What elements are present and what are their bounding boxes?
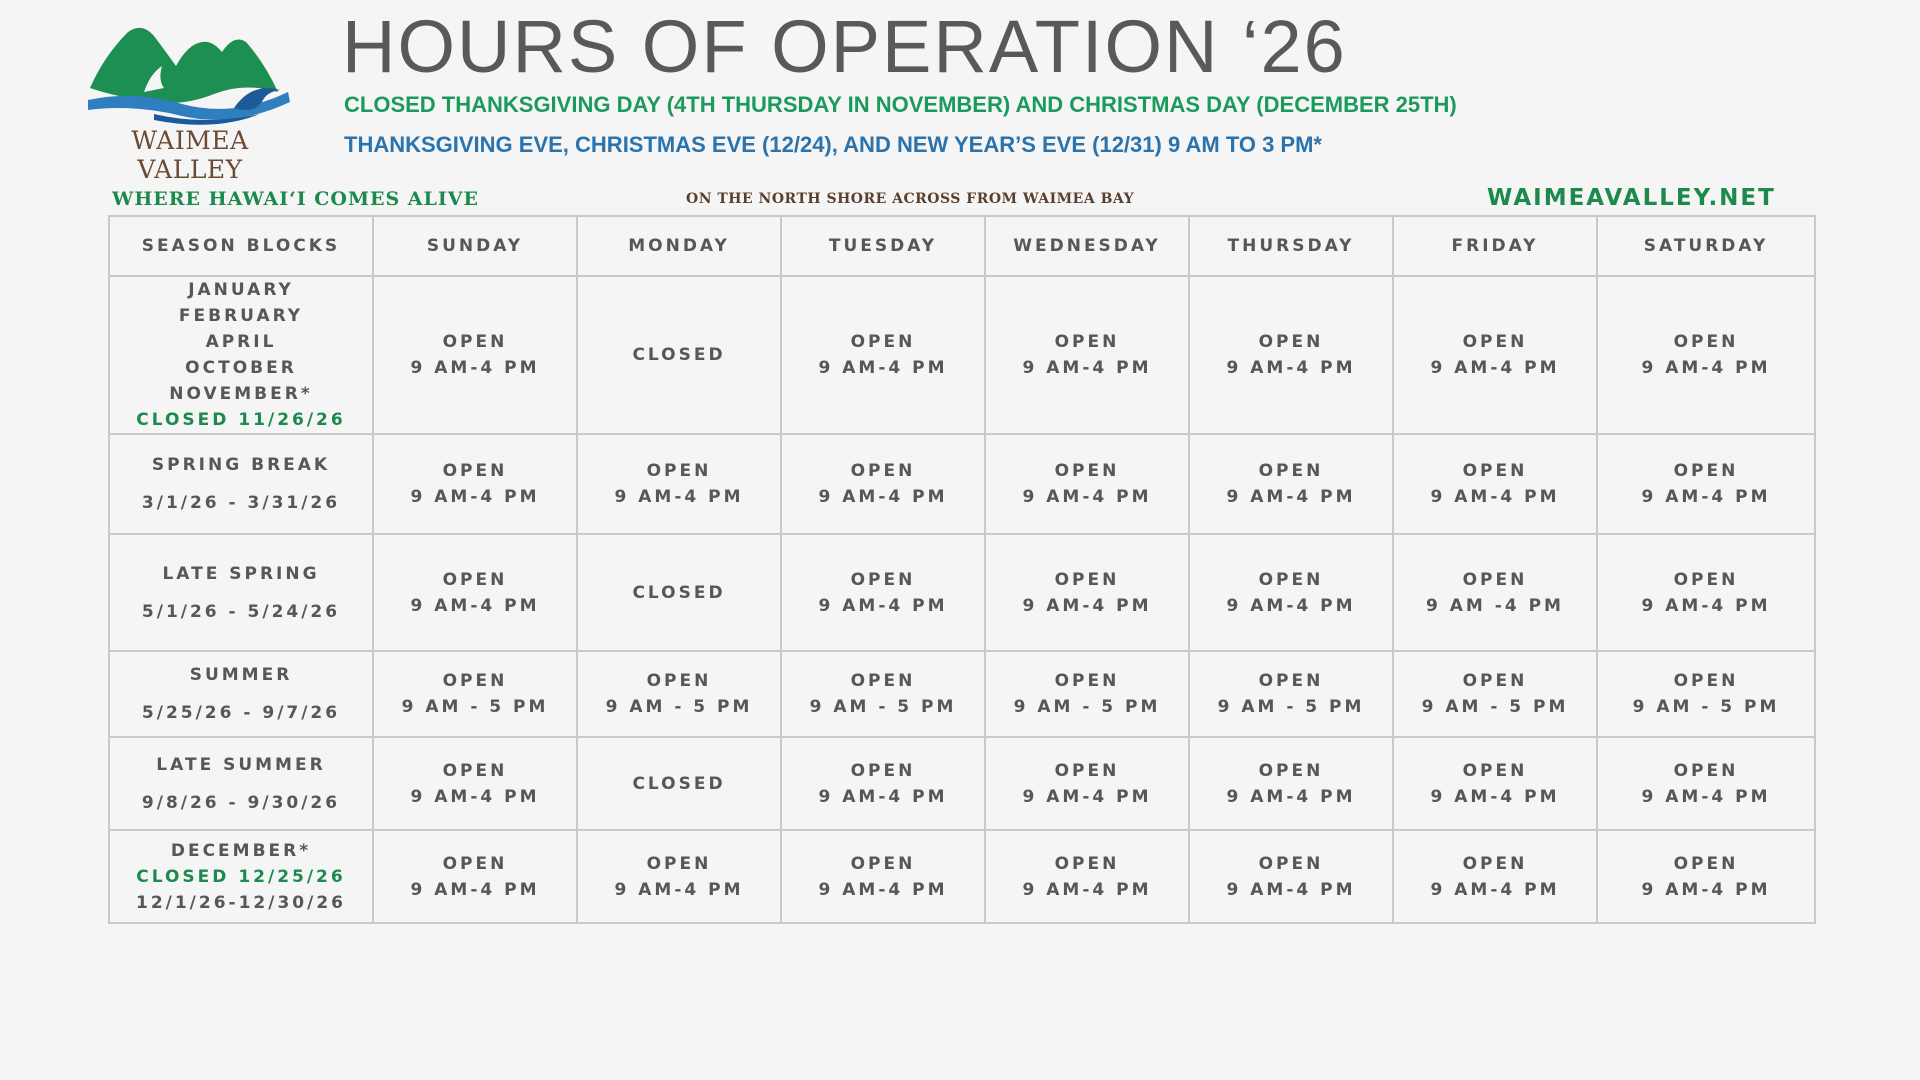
hours-range: 9 AM-4 PM (1022, 595, 1152, 616)
open-status: OPEN (1258, 760, 1324, 781)
table-row (109, 434, 1815, 534)
hours-range: 9 AM - 5 PM (809, 697, 957, 717)
hours-range: 9 AM-4 PM (818, 487, 948, 507)
season-name: LATE SPRING (162, 563, 320, 584)
hours-range: 9 AM-4 PM (818, 595, 948, 616)
hours-range: 9 AM-4 PM (1226, 487, 1356, 507)
season-cell (109, 276, 373, 434)
day-hours-cell (1393, 534, 1597, 651)
open-status: OPEN (1673, 853, 1739, 874)
waimea-valley-logo (80, 22, 300, 184)
day-hours-cell (1597, 737, 1815, 830)
hours-range: 9 AM-4 PM (410, 358, 540, 378)
open-status: OPEN (1258, 461, 1324, 481)
hours-range: 9 AM - 5 PM (1217, 697, 1365, 717)
table-row (109, 737, 1815, 830)
hours-range: 9 AM - 5 PM (401, 697, 549, 717)
open-status: OPEN (1462, 671, 1528, 691)
day-hours-cell (1393, 737, 1597, 830)
day-hours-cell (985, 434, 1189, 534)
day-hours-cell (577, 276, 781, 434)
season-name: DECEMBER* (170, 840, 312, 861)
day-hours-cell (1393, 434, 1597, 534)
day-hours-cell (1597, 651, 1815, 737)
season-cell (109, 534, 373, 651)
season-cell (109, 737, 373, 830)
hours-range: 9 AM-4 PM (1430, 358, 1560, 378)
day-hours-cell (373, 534, 577, 651)
column-header-sunday: SUNDAY (373, 216, 577, 276)
open-status: OPEN (1462, 569, 1528, 590)
season-dates: 3/1/26 - 3/31/26 (141, 493, 341, 513)
open-status: OPEN (1673, 671, 1739, 691)
open-status: OPEN (442, 332, 508, 352)
season-dates: 5/1/26 - 5/24/26 (141, 601, 341, 622)
day-hours-cell (781, 276, 985, 434)
hours-range: 9 AM - 5 PM (1421, 697, 1569, 717)
open-status: OPEN (1462, 332, 1528, 352)
column-header-monday: MONDAY (577, 216, 781, 276)
hours-range: 9 AM-4 PM (1641, 786, 1771, 807)
season-dates: 9/8/26 - 9/30/26 (141, 792, 341, 813)
hours-range: 9 AM - 5 PM (1632, 697, 1780, 717)
day-hours-cell (1393, 830, 1597, 923)
open-status: OPEN (850, 760, 916, 781)
open-status: OPEN (1054, 332, 1120, 352)
open-status: OPEN (442, 853, 508, 874)
open-status: OPEN (442, 569, 508, 590)
hours-range: 9 AM-4 PM (1022, 487, 1152, 507)
day-hours-cell (1189, 434, 1393, 534)
season-name: NOVEMBER* (169, 384, 313, 404)
open-status: OPEN (1462, 853, 1528, 874)
hours-range: 9 AM-4 PM (614, 487, 744, 507)
season-cell (109, 434, 373, 534)
hours-range: 9 AM-4 PM (1022, 786, 1152, 807)
hours-range: 9 AM-4 PM (1226, 786, 1356, 807)
day-hours-cell (373, 651, 577, 737)
hours-range: 9 AM-4 PM (410, 487, 540, 507)
hours-range: 9 AM-4 PM (410, 879, 540, 900)
day-hours-cell (373, 434, 577, 534)
hours-range: 9 AM-4 PM (410, 786, 540, 807)
day-hours-cell (1189, 737, 1393, 830)
column-header-season-blocks: SEASON BLOCKS (109, 216, 373, 276)
logo-wordmark: WAIMEA VALLEY (131, 126, 249, 184)
open-status: OPEN (442, 671, 508, 691)
open-status: OPEN (1054, 853, 1120, 874)
table-header-row (109, 216, 1815, 276)
open-status: OPEN (1462, 461, 1528, 481)
season-dates: 5/25/26 - 9/7/26 (141, 703, 341, 723)
day-hours-cell (985, 737, 1189, 830)
open-status: OPEN (1673, 569, 1739, 590)
open-status: OPEN (646, 671, 712, 691)
hours-range: 9 AM-4 PM (1430, 879, 1560, 900)
open-status: OPEN (850, 853, 916, 874)
hours-range: 9 AM-4 PM (1022, 358, 1152, 378)
column-header-saturday: SATURDAY (1597, 216, 1815, 276)
open-status: OPEN (646, 461, 712, 481)
holiday-closure-note: CLOSED THANKSGIVING DAY (4TH THURSDAY IN NOVEMBER) AND CHRISTMAS DAY (DECEMBER 25TH) (344, 92, 1457, 117)
season-cell (109, 830, 373, 923)
open-status: OPEN (442, 760, 508, 781)
day-hours-cell (577, 434, 781, 534)
table-row (109, 830, 1815, 923)
day-hours-cell (373, 830, 577, 923)
closed-status: CLOSED (632, 773, 726, 794)
hours-range: 9 AM-4 PM (818, 358, 948, 378)
season-closure-note: CLOSED 11/26/26 (136, 410, 346, 430)
day-hours-cell (781, 434, 985, 534)
open-status: OPEN (850, 671, 916, 691)
hours-range: 9 AM-4 PM (1226, 879, 1356, 900)
table-row (109, 276, 1815, 434)
season-name: FEBRUARY (178, 306, 304, 326)
hours-range: 9 AM-4 PM (410, 595, 540, 616)
season-name: LATE SUMMER (156, 754, 326, 775)
hours-range: 9 AM-4 PM (1641, 358, 1771, 378)
day-hours-cell (781, 737, 985, 830)
day-hours-cell (373, 276, 577, 434)
season-name: SUMMER (189, 665, 293, 685)
open-status: OPEN (1462, 760, 1528, 781)
open-status: OPEN (646, 853, 712, 874)
hours-range: 9 AM-4 PM (1430, 786, 1560, 807)
season-dates: 12/1/26-12/30/26 (135, 892, 346, 913)
day-hours-cell (985, 830, 1189, 923)
hours-range: 9 AM-4 PM (818, 879, 948, 900)
open-status: OPEN (1258, 671, 1324, 691)
day-hours-cell (1189, 830, 1393, 923)
day-hours-cell (577, 830, 781, 923)
hours-range: 9 AM-4 PM (1226, 358, 1356, 378)
mountain-wave-logo-icon (84, 22, 294, 127)
season-closure-note: CLOSED 12/25/26 (136, 866, 346, 887)
season-name: SPRING BREAK (151, 455, 331, 475)
day-hours-cell (1597, 534, 1815, 651)
hours-range: 9 AM -4 PM (1426, 595, 1564, 616)
day-hours-cell (985, 276, 1189, 434)
hours-range: 9 AM - 5 PM (605, 697, 753, 717)
season-name: APRIL (205, 332, 277, 352)
open-status: OPEN (1673, 332, 1739, 352)
closed-status: CLOSED (632, 345, 726, 365)
day-hours-cell (781, 651, 985, 737)
open-status: OPEN (442, 461, 508, 481)
hours-range: 9 AM-4 PM (1641, 595, 1771, 616)
day-hours-cell (1597, 434, 1815, 534)
day-hours-cell (781, 830, 985, 923)
hours-range: 9 AM-4 PM (818, 786, 948, 807)
day-hours-cell (1393, 651, 1597, 737)
page-title: HOURS OF OPERATION ‘26 (342, 5, 1347, 88)
open-status: OPEN (1054, 569, 1120, 590)
day-hours-cell (577, 737, 781, 830)
tagline: WHERE HAWAI‘I COMES ALIVE (112, 188, 480, 210)
column-header-thursday: THURSDAY (1189, 216, 1393, 276)
location-note: ON THE NORTH SHORE ACROSS FROM WAIMEA BAY (686, 191, 1135, 207)
hours-range: 9 AM - 5 PM (1013, 697, 1161, 717)
column-header-wednesday: WEDNESDAY (985, 216, 1189, 276)
day-hours-cell (1393, 276, 1597, 434)
holiday-eve-hours-note: THANKSGIVING EVE, CHRISTMAS EVE (12/24), AND NEW YEAR’S EVE (12/31) 9 AM TO 3 PM* (344, 132, 1322, 157)
column-header-tuesday: TUESDAY (781, 216, 985, 276)
day-hours-cell (781, 534, 985, 651)
column-header-friday: FRIDAY (1393, 216, 1597, 276)
season-cell (109, 651, 373, 737)
open-status: OPEN (850, 569, 916, 590)
table-row (109, 651, 1815, 737)
hours-range: 9 AM-4 PM (1022, 879, 1152, 900)
open-status: OPEN (1673, 461, 1739, 481)
day-hours-cell (985, 534, 1189, 651)
hours-table (108, 215, 1816, 924)
hours-range: 9 AM-4 PM (1641, 487, 1771, 507)
table-row (109, 534, 1815, 651)
open-status: OPEN (1054, 461, 1120, 481)
open-status: OPEN (1054, 671, 1120, 691)
day-hours-cell (1189, 651, 1393, 737)
day-hours-cell (577, 534, 781, 651)
day-hours-cell (1597, 276, 1815, 434)
day-hours-cell (1597, 830, 1815, 923)
day-hours-cell (1189, 534, 1393, 651)
open-status: OPEN (850, 332, 916, 352)
season-name: OCTOBER (185, 358, 297, 378)
day-hours-cell (985, 651, 1189, 737)
day-hours-cell (1189, 276, 1393, 434)
hours-range: 9 AM-4 PM (1430, 487, 1560, 507)
hours-range: 9 AM-4 PM (1226, 595, 1356, 616)
day-hours-cell (373, 737, 577, 830)
hours-range: 9 AM-4 PM (614, 879, 744, 900)
open-status: OPEN (1258, 853, 1324, 874)
open-status: OPEN (1258, 569, 1324, 590)
hours-range: 9 AM-4 PM (1641, 879, 1771, 900)
website-link[interactable]: WAIMEAVALLEY.NET (1487, 185, 1776, 211)
closed-status: CLOSED (632, 582, 726, 603)
season-name: JANUARY (188, 280, 294, 300)
open-status: OPEN (1258, 332, 1324, 352)
open-status: OPEN (1054, 760, 1120, 781)
open-status: OPEN (850, 461, 916, 481)
day-hours-cell (577, 651, 781, 737)
open-status: OPEN (1673, 760, 1739, 781)
